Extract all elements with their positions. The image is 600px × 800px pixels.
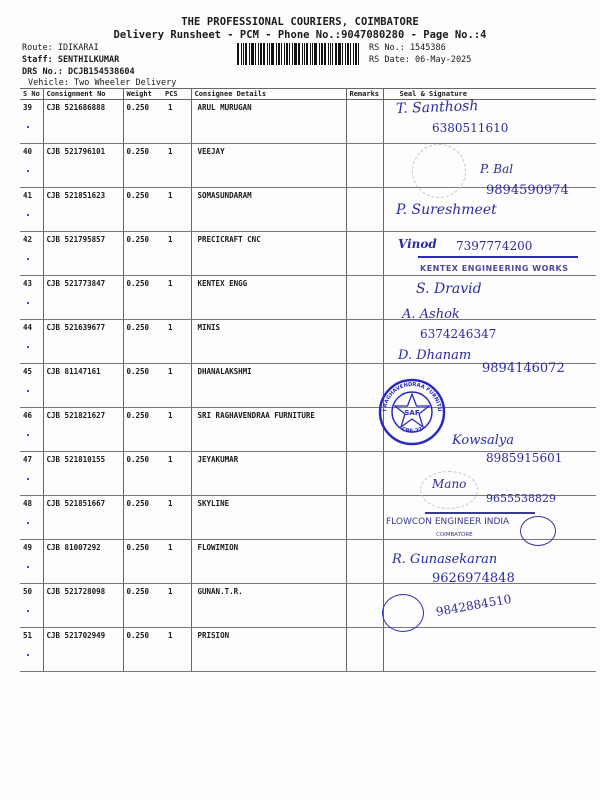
sno-value: 41 bbox=[23, 191, 33, 200]
remarks-cell[interactable] bbox=[346, 232, 383, 276]
barcode-bar bbox=[321, 43, 323, 65]
sno-cell bbox=[20, 364, 43, 408]
barcode-bar bbox=[338, 43, 341, 65]
col-header-weight: Weight bbox=[123, 89, 162, 100]
sno-cell bbox=[20, 452, 43, 496]
sno-cell bbox=[20, 496, 43, 540]
consignment-value: CJB 521639677 bbox=[46, 323, 106, 332]
consignee-value: MINIS bbox=[197, 323, 221, 332]
consignment-cell bbox=[43, 232, 123, 276]
barcode-bar bbox=[237, 43, 239, 65]
vehicle-label: Vehicle: Two Wheeler Delivery bbox=[28, 78, 177, 88]
consignee-cell bbox=[191, 144, 346, 188]
seal-monogram: SAF bbox=[404, 409, 420, 417]
consignment-cell bbox=[43, 188, 123, 232]
weight-value: 0.250 bbox=[126, 587, 150, 596]
consignment-cell bbox=[43, 100, 123, 144]
barcode-bar bbox=[342, 43, 343, 65]
barcode-bar bbox=[284, 43, 285, 65]
weight-value: 0.250 bbox=[126, 147, 150, 156]
table-row bbox=[20, 628, 596, 672]
ink-dot-mark bbox=[27, 434, 29, 436]
pcs-cell bbox=[162, 100, 191, 144]
consignment-cell bbox=[43, 144, 123, 188]
barcode-bar bbox=[243, 43, 244, 65]
consignee-cell bbox=[191, 496, 346, 540]
barcode bbox=[237, 43, 359, 65]
barcode-bar bbox=[328, 43, 329, 65]
remarks-cell[interactable] bbox=[346, 320, 383, 364]
signature-r43: S. Dravid bbox=[416, 281, 482, 297]
sno-cell bbox=[20, 584, 43, 628]
ink-dot-mark bbox=[27, 478, 29, 480]
seal-cell[interactable] bbox=[383, 628, 596, 672]
pcs-value: 1 bbox=[168, 235, 173, 244]
pcs-cell bbox=[162, 408, 191, 452]
sno-value: 49 bbox=[23, 543, 33, 552]
consignment-value: CJB 521796101 bbox=[46, 147, 106, 156]
pcs-value: 1 bbox=[168, 499, 173, 508]
pcs-cell bbox=[162, 496, 191, 540]
pcs-value: 1 bbox=[168, 411, 173, 420]
runsheet-subtitle: Delivery Runsheet - PCM - Phone No.:9047080280 - Page No.:4 bbox=[113, 29, 487, 41]
consignee-cell bbox=[191, 540, 346, 584]
table-row bbox=[20, 320, 596, 364]
consignee-value: ARUL MURUGAN bbox=[197, 103, 252, 112]
table-row bbox=[20, 276, 596, 320]
pcs-value: 1 bbox=[168, 587, 173, 596]
consignment-value: CJB 521702949 bbox=[46, 631, 106, 640]
weight-cell bbox=[123, 408, 162, 452]
sno-cell bbox=[20, 320, 43, 364]
stamp-bar-r49 bbox=[425, 512, 535, 514]
weight-cell bbox=[123, 628, 162, 672]
sno-cell bbox=[20, 100, 43, 144]
weight-value: 0.250 bbox=[126, 103, 150, 112]
drs-number: DRS No.: DCJB154538604 bbox=[22, 67, 135, 77]
signature-r48: Mano bbox=[432, 477, 467, 491]
pcs-value: 1 bbox=[168, 323, 173, 332]
weight-value: 0.250 bbox=[126, 499, 150, 508]
pcs-value: 1 bbox=[168, 543, 173, 552]
ink-dot-mark bbox=[27, 126, 29, 128]
stamp-sub-r49: COIMBATORE bbox=[436, 532, 473, 538]
consignee-value: SRI RAGHAVENDRAA FURNITURE bbox=[197, 411, 315, 420]
signature-r45: D. Dhanam bbox=[398, 348, 472, 363]
weight-value: 0.250 bbox=[126, 323, 150, 332]
company-title: THE PROFESSIONAL COURIERS, COIMBATORE bbox=[181, 16, 419, 28]
sno-cell bbox=[20, 408, 43, 452]
underline-r42 bbox=[418, 256, 578, 258]
ink-dot-mark bbox=[27, 522, 29, 524]
weight-cell bbox=[123, 144, 162, 188]
weight-cell bbox=[123, 232, 162, 276]
pcs-value: 1 bbox=[168, 191, 173, 200]
consignment-value: CJB 521686888 bbox=[46, 103, 106, 112]
barcode-bar bbox=[355, 43, 357, 65]
pcs-cell bbox=[162, 232, 191, 276]
ink-dot-mark bbox=[27, 566, 29, 568]
consignment-cell bbox=[43, 628, 123, 672]
signature-r42: Vinod bbox=[398, 237, 437, 251]
sno-value: 48 bbox=[23, 499, 33, 508]
barcode-bar bbox=[289, 43, 290, 65]
signature-r44: A. Ashok bbox=[402, 307, 460, 322]
seal-stamp-r46 bbox=[376, 374, 446, 446]
consignee-cell bbox=[191, 408, 346, 452]
barcode-bar bbox=[332, 43, 333, 65]
remarks-cell[interactable] bbox=[346, 276, 383, 320]
barcode-bar bbox=[255, 43, 256, 65]
phone-r39: 6380511610 bbox=[432, 121, 509, 135]
consignee-cell bbox=[191, 452, 346, 496]
consignment-cell bbox=[43, 364, 123, 408]
consignee-cell bbox=[191, 276, 346, 320]
signature-r39: T. Santhosh bbox=[395, 98, 479, 117]
barcode-bar bbox=[345, 43, 346, 65]
phone-r50: 9626974848 bbox=[432, 571, 515, 586]
route-label: Route: IDIKARAI bbox=[22, 43, 99, 53]
pcs-cell bbox=[162, 188, 191, 232]
pcs-cell bbox=[162, 320, 191, 364]
barcode-bar bbox=[335, 43, 337, 65]
remarks-cell[interactable] bbox=[346, 452, 383, 496]
pcs-value: 1 bbox=[168, 367, 173, 376]
rs-number: RS No.: 1545386 bbox=[369, 43, 446, 53]
col-header-sno: S No bbox=[20, 89, 43, 100]
barcode-bar bbox=[350, 43, 351, 65]
sno-cell bbox=[20, 628, 43, 672]
ink-dot-mark bbox=[27, 654, 29, 656]
consignment-cell bbox=[43, 584, 123, 628]
barcode-bar bbox=[312, 43, 313, 65]
remarks-cell[interactable] bbox=[346, 144, 383, 188]
pcs-value: 1 bbox=[168, 631, 173, 640]
remarks-cell[interactable] bbox=[346, 584, 383, 628]
weight-cell bbox=[123, 540, 162, 584]
signature-scribble-r51 bbox=[382, 594, 424, 632]
barcode-bar bbox=[298, 43, 300, 65]
weight-cell bbox=[123, 496, 162, 540]
barcode-bar bbox=[310, 43, 311, 65]
pcs-cell bbox=[162, 144, 191, 188]
consignee-cell bbox=[191, 232, 346, 276]
barcode-bar bbox=[353, 43, 354, 65]
consignee-value: KENTEX ENGG bbox=[197, 279, 248, 288]
consignee-value: FLOWIMION bbox=[197, 543, 239, 552]
sno-cell bbox=[20, 144, 43, 188]
weight-cell bbox=[123, 584, 162, 628]
barcode-bar bbox=[271, 43, 274, 65]
barcode-bar bbox=[292, 43, 293, 65]
pcs-cell bbox=[162, 584, 191, 628]
pcs-cell bbox=[162, 452, 191, 496]
barcode-bar bbox=[304, 43, 305, 65]
barcode-bar bbox=[286, 43, 288, 65]
weight-value: 0.250 bbox=[126, 367, 150, 376]
consignment-value: CJB 521851667 bbox=[46, 499, 106, 508]
sno-value: 40 bbox=[23, 147, 33, 156]
phone-r44: 6374246347 bbox=[420, 327, 497, 341]
pcs-value: 1 bbox=[168, 103, 173, 112]
barcode-bar bbox=[267, 43, 268, 65]
consignee-cell bbox=[191, 188, 346, 232]
col-header-pcs: PCS bbox=[162, 89, 191, 100]
sno-value: 47 bbox=[23, 455, 33, 464]
consignment-value: CJB 521821627 bbox=[46, 411, 106, 420]
phone-r41: 9894590974 bbox=[486, 183, 569, 198]
weight-cell bbox=[123, 100, 162, 144]
barcode-bar bbox=[306, 43, 308, 65]
weight-value: 0.250 bbox=[126, 191, 150, 200]
signature-r40: P. Bal bbox=[480, 162, 514, 176]
weight-cell bbox=[123, 276, 162, 320]
col-header-consignee: Consignee Details bbox=[191, 89, 346, 100]
remarks-cell[interactable] bbox=[346, 628, 383, 672]
weight-cell bbox=[123, 188, 162, 232]
consignment-value: CJB 81147161 bbox=[46, 367, 101, 376]
pcs-value: 1 bbox=[168, 455, 173, 464]
consignment-value: CJB 521810155 bbox=[46, 455, 106, 464]
sno-value: 44 bbox=[23, 323, 33, 332]
consignee-value: SOMASUNDARAM bbox=[197, 191, 252, 200]
barcode-bar bbox=[294, 43, 297, 65]
weight-cell bbox=[123, 320, 162, 364]
weight-cell bbox=[123, 364, 162, 408]
consignment-value: CJB 81007292 bbox=[46, 543, 101, 552]
consignment-cell bbox=[43, 496, 123, 540]
barcode-bar bbox=[263, 43, 265, 65]
consignment-value: CJB 521728098 bbox=[46, 587, 106, 596]
pcs-cell bbox=[162, 628, 191, 672]
consignee-cell bbox=[191, 364, 346, 408]
sno-value: 50 bbox=[23, 587, 33, 596]
phone-r45: 9894146072 bbox=[482, 361, 565, 376]
seal-city: CBE-22 bbox=[400, 426, 424, 435]
consignee-cell bbox=[191, 100, 346, 144]
sno-cell bbox=[20, 276, 43, 320]
signature-scribble-r49 bbox=[520, 516, 556, 546]
remarks-cell[interactable] bbox=[346, 540, 383, 584]
ink-dot-mark bbox=[27, 170, 29, 172]
weight-value: 0.250 bbox=[126, 411, 150, 420]
weight-value: 0.250 bbox=[126, 455, 150, 464]
barcode-bar bbox=[281, 43, 282, 65]
barcode-bar bbox=[302, 43, 303, 65]
consignee-value: PRISION bbox=[197, 631, 230, 640]
barcode-bar bbox=[258, 43, 259, 65]
sno-value: 43 bbox=[23, 279, 33, 288]
phone-r47: 8985915601 bbox=[486, 451, 563, 465]
faint-stamp-r40 bbox=[412, 144, 466, 198]
table-header-row bbox=[20, 89, 596, 100]
weight-cell bbox=[123, 452, 162, 496]
ink-dot-mark bbox=[27, 346, 29, 348]
consignee-value: PRECICRAFT CNC bbox=[197, 235, 261, 244]
remarks-cell[interactable] bbox=[346, 188, 383, 232]
seal-ring-text: SRI RAGHAVENDRAA FURNITURE bbox=[376, 374, 443, 412]
phone-r42: 7397774200 bbox=[456, 239, 533, 253]
phone-r51: 9842884510 bbox=[434, 591, 513, 619]
barcode-bar bbox=[276, 43, 277, 65]
barcode-bar bbox=[358, 43, 359, 65]
staff-label: Staff: SENTHILKUMAR bbox=[22, 55, 120, 65]
stamp-r43: KENTEX ENGINEERING WORKS bbox=[420, 264, 569, 273]
consignee-cell bbox=[191, 628, 346, 672]
seal-svg bbox=[376, 374, 446, 446]
barcode-bar bbox=[347, 43, 349, 65]
consignee-cell bbox=[191, 584, 346, 628]
rs-date: RS Date: 06-May-2025 bbox=[369, 55, 472, 65]
barcode-bar bbox=[278, 43, 280, 65]
barcode-bar bbox=[269, 43, 270, 65]
consignee-cell bbox=[191, 320, 346, 364]
ink-dot-mark bbox=[27, 258, 29, 260]
barcode-bar bbox=[249, 43, 250, 65]
consignee-value: GUNAN.T.R. bbox=[197, 587, 243, 596]
pcs-cell bbox=[162, 540, 191, 584]
phone-r48: 9655538829 bbox=[486, 492, 556, 505]
barcode-bar bbox=[314, 43, 317, 65]
consignment-value: CJB 521851623 bbox=[46, 191, 106, 200]
col-header-remarks: Remarks bbox=[346, 89, 383, 100]
consignee-value: JEYAKUMAR bbox=[197, 455, 239, 464]
barcode-bar bbox=[319, 43, 320, 65]
sno-value: 45 bbox=[23, 367, 33, 376]
weight-value: 0.250 bbox=[126, 543, 150, 552]
ink-dot-mark bbox=[27, 390, 29, 392]
consignment-cell bbox=[43, 452, 123, 496]
barcode-bar bbox=[251, 43, 254, 65]
pcs-value: 1 bbox=[168, 279, 173, 288]
consignment-cell bbox=[43, 276, 123, 320]
barcode-bar bbox=[260, 43, 262, 65]
sno-cell bbox=[20, 188, 43, 232]
consignment-cell bbox=[43, 320, 123, 364]
ink-dot-mark bbox=[27, 610, 29, 612]
barcode-bar bbox=[245, 43, 247, 65]
weight-value: 0.250 bbox=[126, 631, 150, 640]
sno-value: 46 bbox=[23, 411, 33, 420]
pcs-cell bbox=[162, 364, 191, 408]
col-header-seal: Seal & Signature bbox=[383, 89, 596, 100]
table-row bbox=[20, 100, 596, 144]
consignment-value: CJB 521773847 bbox=[46, 279, 106, 288]
sno-cell bbox=[20, 540, 43, 584]
sno-value: 51 bbox=[23, 631, 33, 640]
consignee-value: DHANALAKSHMI bbox=[197, 367, 252, 376]
sno-value: 42 bbox=[23, 235, 33, 244]
ink-dot-mark bbox=[27, 302, 29, 304]
remarks-cell[interactable] bbox=[346, 100, 383, 144]
signature-r50: R. Gunasekaran bbox=[392, 552, 498, 567]
signature-r47: Kowsalya bbox=[452, 433, 514, 448]
remarks-cell[interactable] bbox=[346, 496, 383, 540]
consignment-cell bbox=[43, 540, 123, 584]
col-header-consignment: Consignment No bbox=[43, 89, 123, 100]
sno-cell bbox=[20, 232, 43, 276]
pcs-value: 1 bbox=[168, 147, 173, 156]
stamp-r49: FLOWCON ENGINEER INDIA bbox=[386, 517, 510, 527]
ink-dot-mark bbox=[27, 214, 29, 216]
consignment-cell bbox=[43, 408, 123, 452]
pcs-cell bbox=[162, 276, 191, 320]
sno-value: 39 bbox=[23, 103, 33, 112]
consignment-value: CJB 521795857 bbox=[46, 235, 106, 244]
barcode-bar bbox=[330, 43, 331, 65]
barcode-bar bbox=[241, 43, 242, 65]
signature-r41: P. Sureshmeet bbox=[396, 202, 497, 218]
weight-value: 0.250 bbox=[126, 235, 150, 244]
consignee-value: VEEJAY bbox=[197, 147, 225, 156]
barcode-bar bbox=[324, 43, 326, 65]
consignee-value: SKYLINE bbox=[197, 499, 230, 508]
weight-value: 0.250 bbox=[126, 279, 150, 288]
